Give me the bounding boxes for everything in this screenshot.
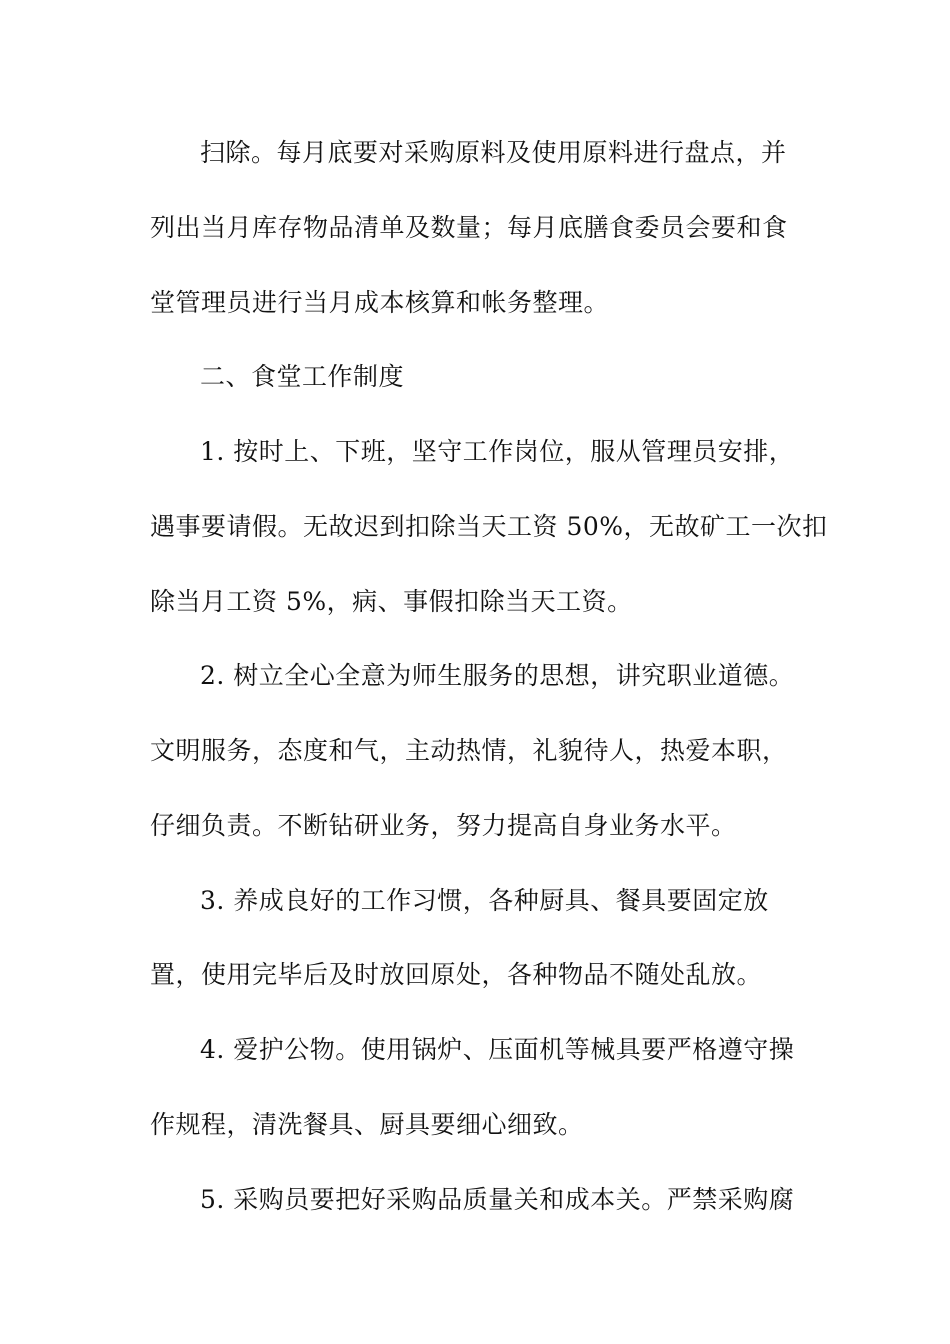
text-line: 列出当月库存物品清单及数量；每月底膳食委员会要和食 xyxy=(150,213,788,242)
text-line: 仔细负责。不断钻研业务，努力提高自身业务水平。 xyxy=(150,811,737,840)
text-line: 扫除。每月底要对采购原料及使用原料进行盘点，并 xyxy=(200,138,787,167)
text-line: 作规程，清洗餐具、厨具要细心细致。 xyxy=(150,1110,584,1139)
text-line: 2. 树立全心全意为师生服务的思想，讲究职业道德。 xyxy=(200,661,795,690)
text-line: 除当月工资 5%，病、事假扣除当天工资。 xyxy=(150,587,633,616)
text-line: 堂管理员进行当月成本核算和帐务整理。 xyxy=(150,288,610,317)
text-line: 3. 养成良好的工作习惯，各种厨具、餐具要固定放 xyxy=(200,886,769,915)
section-heading: 二、食堂工作制度 xyxy=(200,362,405,391)
text-line: 1. 按时上、下班，坚守工作岗位，服从管理员安排， xyxy=(200,437,795,466)
text-line: 遇事要请假。无故迟到扣除当天工资 50%，无故矿工一次扣 xyxy=(150,512,828,541)
text-line: 4. 爱护公物。使用锅炉、压面机等械具要严格遵守操 xyxy=(200,1035,795,1064)
text-line: 文明服务，态度和气，主动热情，礼貌待人，热爱本职， xyxy=(150,736,788,765)
text-line: 5. 采购员要把好采购品质量关和成本关。严禁采购腐 xyxy=(200,1185,795,1214)
text-line: 置，使用完毕后及时放回原处，各种物品不随处乱放。 xyxy=(150,960,763,989)
